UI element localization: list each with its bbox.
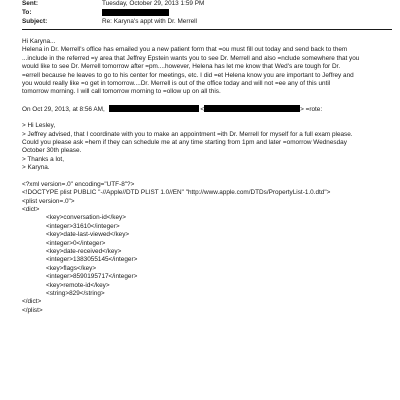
dict-close: </dict> xyxy=(22,298,42,306)
plist-close: </plist> xyxy=(22,306,43,314)
quoted-line: > Thanks a lot, xyxy=(22,155,64,163)
quoted-line: > Jeffrey advised, that I coordinate with you to make an appointment =ith Dr. Merrell for myself for a full exam please. xyxy=(22,130,353,138)
plist-entry: <key>date-received</key> xyxy=(46,247,122,255)
greeting: Hi Karyna... xyxy=(22,38,56,45)
sent-label: Sent: xyxy=(22,0,38,7)
xml-declaration: <?xml version=.0" encoding="UTF-8"?> xyxy=(22,180,135,188)
xml-doctype: <!DOCTYPE plist PUBLIC "-//Apple//DTD PLIST 1.0//EN" "http://www.apple.com/DTDs/PropertyList-1.0.dtd"> xyxy=(22,189,331,197)
to-row xyxy=(22,9,392,18)
attribution-sep: < xyxy=(200,105,205,113)
redaction-bar xyxy=(204,105,300,112)
header-divider xyxy=(22,29,392,30)
body-line: you would really like =o get in tomorrow....Dr. Merrell is out of the office today and will not =ee any of this until xyxy=(22,80,331,88)
redaction-bar xyxy=(102,9,169,16)
plist-entry: <key>date-last-viewed</key> xyxy=(46,231,130,239)
to-value xyxy=(102,9,392,18)
reply-attribution xyxy=(22,105,392,114)
quoted-line: > Karyna. xyxy=(22,164,50,172)
body-line: would like to see Dr. Merrell tomorrow after =pm....however, Helena has let me know that Wed's are tough for Dr. xyxy=(22,63,341,71)
body-line: Helena in Dr. Merrell's office has emailed you a new patient form that =ou must fill out today and send back to them xyxy=(22,46,348,54)
attribution-suffix: > =rote: xyxy=(300,105,323,113)
plist-entry: <key>flags</key> xyxy=(46,264,97,272)
plist-entry: <key>conversation-id</key> xyxy=(46,214,126,222)
plist-entry: <integer>31610</integer> xyxy=(46,222,120,230)
plist-entry: <integer>1383055145</integer> xyxy=(46,256,138,264)
body-line: =errell because he leaves to go to his center for meetings, etc. I did =et Helena know you are important to Jeffrey and xyxy=(22,71,354,79)
attribution-prefix: On Oct 29, 2013, at 8:56 AM, xyxy=(22,105,105,113)
subject-label: Subject: xyxy=(22,18,48,25)
redaction-bar xyxy=(109,105,199,112)
dict-open: <dict> xyxy=(22,205,40,213)
plist-entry: <string>829</string> xyxy=(46,289,105,297)
plist-entry: <key>remote-id</key> xyxy=(46,281,110,289)
subject-value: Re: Karyna's appt with Dr. Merrell xyxy=(102,18,197,25)
body-line: ...include in the referred =y area that Jeffrey Epstein wants you to see Dr. Merrell and also =nclude somewhere that you xyxy=(22,54,360,62)
plist-entry: <integer>8590195717</integer> xyxy=(46,273,138,281)
sent-row xyxy=(22,0,392,9)
quoted-line: Could you please ask =hem if they can schedule me at any time starting from 1pm and later =omorrow Wednesday xyxy=(22,139,347,147)
plist-open: <plist version=.0"> xyxy=(22,197,75,205)
quoted-line: > Hi Lesley, xyxy=(22,122,56,130)
body-line: tomorrow morning. I will call tomorrow morning to =ollow up on all this. xyxy=(22,88,221,96)
plist-entry: <integer>0</integer> xyxy=(46,239,106,247)
sent-value: Tuesday, October 29, 2013 1:59 PM xyxy=(102,0,205,7)
subject-row xyxy=(22,18,392,27)
quoted-line: October 30th please. xyxy=(22,147,82,155)
to-label: To: xyxy=(22,9,32,16)
